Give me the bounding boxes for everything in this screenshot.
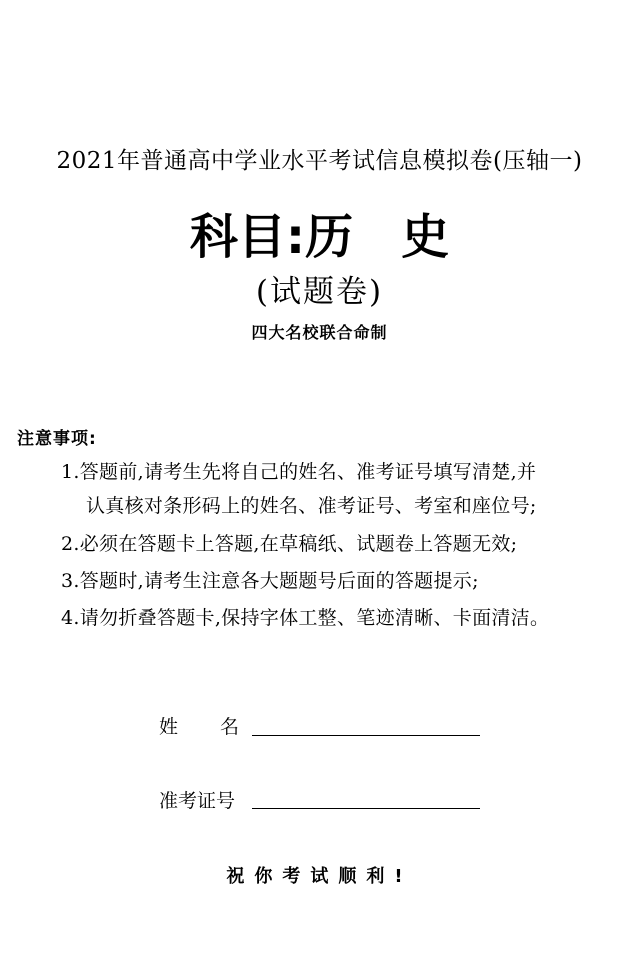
- exam-title: 2021年普通高中学业水平考试信息模拟卷(压轴一): [56, 148, 583, 174]
- note-item-1-continued: 认真核对条形码上的姓名、准考证号、考室和座位号;: [86, 495, 537, 517]
- subject-suffix: 史: [401, 209, 450, 265]
- name-field-line[interactable]: [252, 735, 480, 736]
- exam-id-field-line[interactable]: [252, 808, 480, 809]
- publisher: 四大名校联合命制: [251, 323, 388, 342]
- subject-title: [0, 198, 639, 267]
- paper-type: (试题卷): [255, 274, 384, 310]
- subject-prefix: 科目:历: [189, 209, 354, 265]
- note-item-2: 2.必须在答题卡上答题,在草稿纸、试题卷上答题无效;: [61, 533, 518, 555]
- exam-id-label: 准考证号: [159, 790, 236, 812]
- notes-heading: 注意事项:: [17, 429, 97, 449]
- note-item-4: 4.请勿折叠答题卡,保持字体工整、笔迹清晰、卡面清洁。: [61, 607, 550, 629]
- name-label: 姓名: [159, 716, 282, 738]
- note-item-1: 1.答题前,请考生先将自己的姓名、准考证号填写清楚,并: [61, 461, 537, 483]
- note-item-3: 3.答题时,请考生注意各大题题号后面的答题提示;: [61, 570, 479, 592]
- closing-message: 祝你考试顺利!: [226, 866, 413, 887]
